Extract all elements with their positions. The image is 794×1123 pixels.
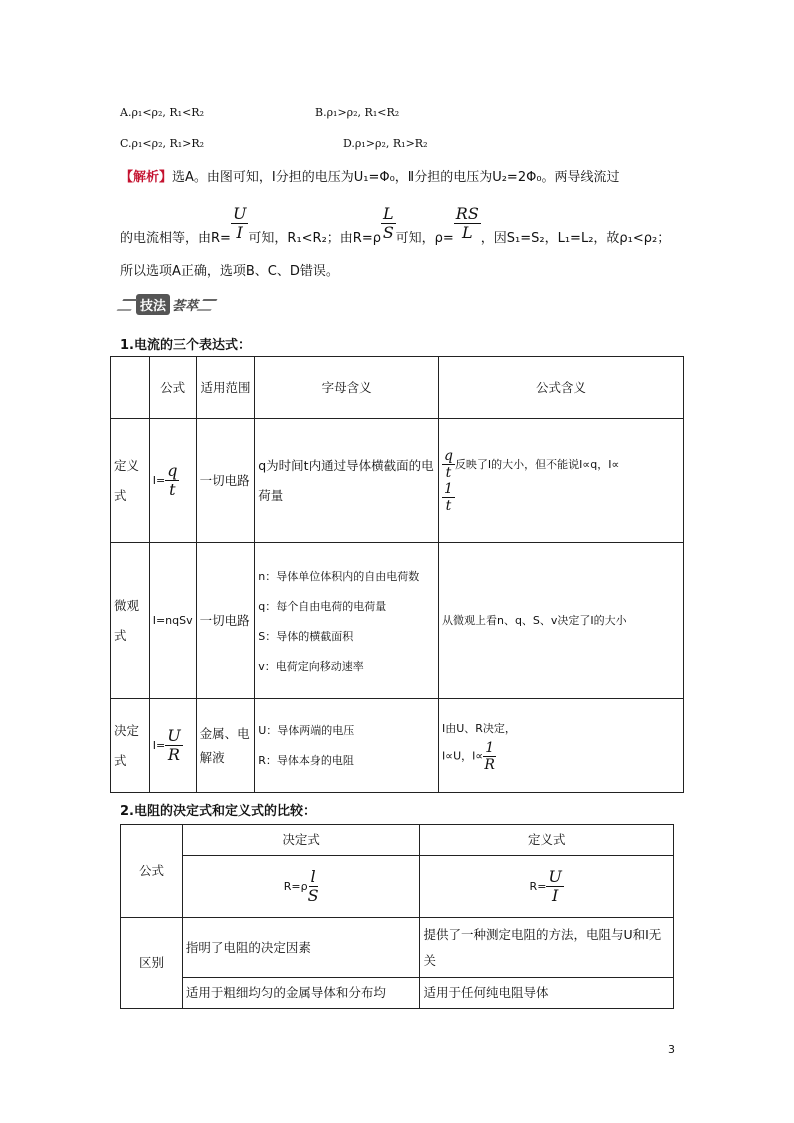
section1-title: 1.电流的三个表达式： — [120, 338, 251, 353]
header-defining: 定义式 — [420, 825, 674, 856]
row-meaning: 从微观上看n、q、S、v决定了I的大小 — [438, 543, 683, 699]
analysis-line3: 所以选项A正确，选项B、C、D错误。 — [120, 264, 339, 279]
header-letters: 字母含义 — [255, 357, 439, 419]
header-determining: 决定式 — [182, 825, 420, 856]
fraction-u-over-i: $\frac{U}{I}$ — [232, 204, 247, 242]
row-formula: I= $\frac{q}{t}$ — [149, 419, 196, 543]
current-expressions-table — [110, 356, 684, 793]
option-c: C.ρ₁<ρ₂, R₁>R₂ — [120, 137, 205, 150]
row-name: 决定式 — [111, 699, 150, 793]
table-row — [121, 856, 674, 918]
banner-label-1: 技法 — [136, 294, 170, 315]
row-letters: U：导体两端的电压 R：导体本身的电阻 — [255, 699, 439, 793]
table-header-row — [111, 357, 684, 419]
row-meaning: $\frac{q}{t}$ 反映了I的大小，但不能说I∝q，I∝ $\frac{1}{t}$ — [438, 419, 683, 543]
banner-left-wing-icon — [117, 299, 138, 311]
header-meaning: 公式含义 — [438, 357, 683, 419]
analysis-text1: 选A。由图可知，Ⅰ分担的电压为U₁=Φ₀，Ⅱ分担的电压为U₂=2Φ₀。两导线流过 — [172, 170, 620, 185]
diff1-left: 指明了电阻的决定因素 — [182, 918, 420, 978]
row-label-diff: 区别 — [121, 918, 183, 1009]
row-formula: I= $\frac{U}{R}$ — [149, 699, 196, 793]
row-scope: 一切电路 — [196, 543, 255, 699]
analysis-text2d: ，因S₁=S₂，L₁=L₂，故ρ₁<ρ₂； — [480, 231, 671, 246]
table-row — [111, 699, 684, 793]
option-a: A.ρ₁<ρ₂, R₁<R₂ — [120, 106, 205, 119]
diff2-right: 适用于任何纯电阻导体 — [420, 978, 674, 1009]
technique-banner — [120, 294, 214, 315]
analysis-line2 — [120, 190, 670, 252]
header-formula: 公式 — [149, 357, 196, 419]
table-header-row — [121, 825, 674, 856]
row-scope: 一切电路 — [196, 419, 255, 543]
analysis-text2b: 可知，R₁<R₂；由R=ρ — [248, 231, 381, 246]
banner-label-2: 荟萃 — [172, 299, 199, 314]
row-letters: n：导体单位体积内的自由电荷数 q：每个自由电荷的电荷量 S：导体的横截面积 v：电荷定向移动速率 — [255, 543, 439, 699]
row-formula: I=nqSv — [149, 543, 196, 699]
formula-defining: R= $\frac{U}{I}$ — [420, 856, 674, 918]
analysis-tag: 【解析】 — [120, 170, 173, 185]
analysis-text2c: 可知，ρ= — [395, 231, 454, 246]
page-number: 3 — [668, 1043, 675, 1056]
analysis-line1 — [120, 166, 620, 185]
header-scope: 适用范围 — [196, 357, 255, 419]
diff1-right: 提供了一种测定电阻的方法，电阻与U和I无关 — [420, 918, 674, 978]
resistance-comparison-table — [120, 824, 674, 1009]
banner-right-wing-icon — [197, 299, 218, 311]
analysis-text2a: 的电流相等，由R= — [120, 231, 231, 246]
table-row — [121, 978, 674, 1009]
table-row — [111, 543, 684, 699]
section2-title: 2.电阻的决定式和定义式的比较： — [120, 804, 316, 819]
row-name: 微观式 — [111, 543, 150, 699]
row-name: 定义式 — [111, 419, 150, 543]
header-blank — [111, 357, 150, 419]
row-letters: q为时间t内通过导体横截面的电荷量 — [255, 419, 439, 543]
row-meaning: I由U、R决定， I∝U，I∝ $\frac{1}{R}$ — [438, 699, 683, 793]
formula-determining: R=ρ $\frac{l}{S}$ — [182, 856, 420, 918]
row-label-formula: 公式 — [121, 825, 183, 918]
table-row — [111, 419, 684, 543]
option-d: D.ρ₁>ρ₂, R₁>R₂ — [343, 137, 428, 150]
fraction-l-over-s: $\frac{L}{S}$ — [382, 204, 394, 242]
diff2-left: 适用于粗细均匀的金属导体和分布均 — [182, 978, 420, 1009]
option-b: B.ρ₁>ρ₂, R₁<R₂ — [315, 106, 400, 119]
table-row — [121, 918, 674, 978]
fraction-rs-over-l: $\frac{RS}{L}$ — [455, 204, 479, 242]
row-scope: 金属、电解液 — [196, 699, 255, 793]
